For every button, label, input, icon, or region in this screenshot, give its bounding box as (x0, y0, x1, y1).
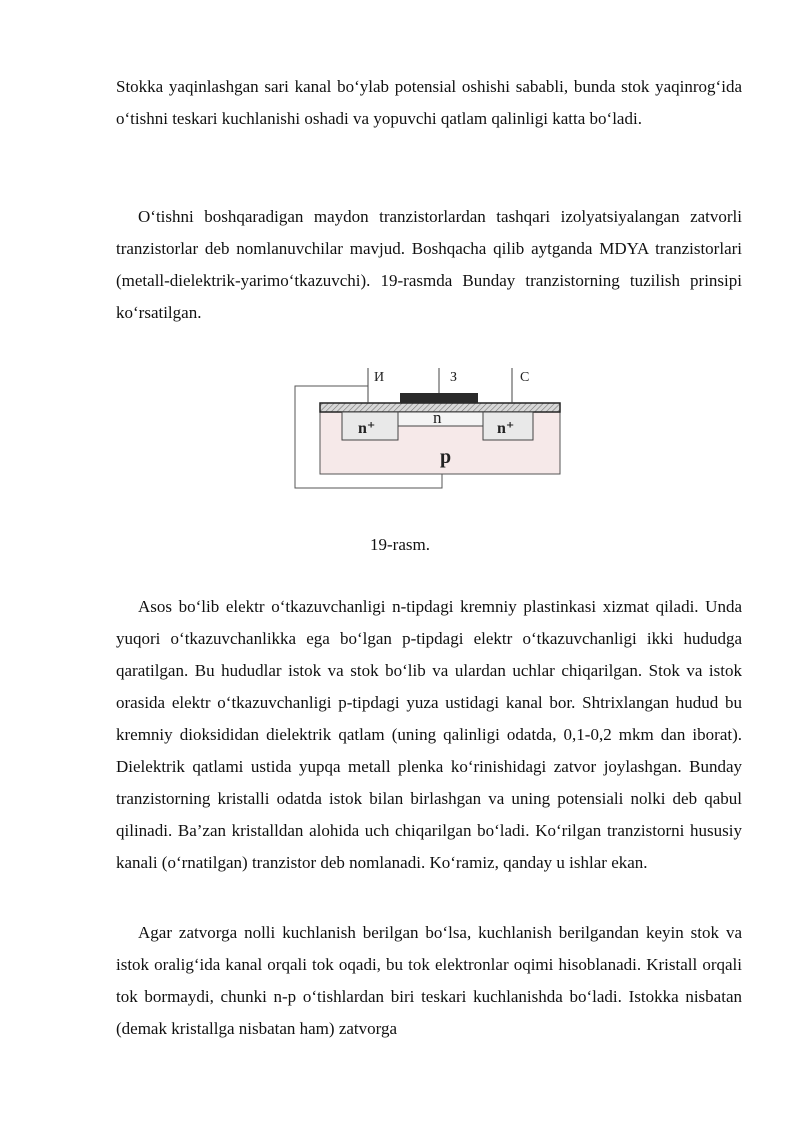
paragraph-4: Agar zatvorga nolli kuchlanish berilgan bo‘lsa, kuchlanish berilgandan keyin stok va istok oralig‘ida kanal orqali tok oqadi, bu tok elektronlar oqimi hisoblanadi. Kristall orqali tok bormaydi, chunki n-p o‘tishlardan biri teskari kuchlanishda bo‘ladi. Istokka nisbatan (demak kristallga nisbatan ham) zatvorga (116, 923, 742, 1038)
paragraph-1: Stokka yaqinlashgan sari kanal bo‘ylab potensial oshishi sababli, bunda stok yaqinrog‘ida o‘tishni teskari kuchlanishi oshadi va yopuvchi qatlam qalinligi katta bo‘ladi. (116, 77, 742, 128)
paragraph-3: Asos bo‘lib elektr o‘tkazuvchanligi n-tipdagi kremniy plastinkasi xizmat qiladi. Unda yuqori o‘tkazuvchanlikka ega bo‘lgan p-tipdagi elektr o‘tkazuvchanligi ikki hududga qaratilgan. Bu hududlar istok va stok bo‘lib va ulardan uchlar chiqarilgan. Stok va istok orasida elektr o‘tkazuvchanligi p-tipdagi yuza ustidagi kanal bor. Shtrixlangan hudud bu kremniy dioksididan dielektrik qatlam (uning qalinligi odatda, 0,1-0,2 mkm dan iborat). Dielektrik qatlami ustida yupqa metall plenka ko‘rinishidagi zatvor joylashgan. Bunday tranzistorning kristalli odatda istok bilan birlashgan va uning potensiali nolki deb qabul qilinadi. Ba’zan kristalldan alohida uch chiqarilgan bo‘ladi. Ko‘rilgan tranzistorni hususiy kanali (o‘rnatilgan) tranzistor deb nomlanadi. Ko‘ramiz, qanday u ishlar ekan. (116, 597, 742, 872)
mosfet-structure-diagram (290, 362, 565, 492)
label-drain-terminal: С (520, 370, 530, 385)
gate-metal (400, 393, 478, 403)
label-channel-n: n (433, 408, 442, 427)
paragraph-2: O‘tishni boshqaradigan maydon tranzistorlardan tashqari izolyatsiyalangan zatvorli tranzistorlar deb nomlanuvchilar mavjud. Boshqacha qilib aytganda MDYA tranzistorlari (metall-dielektrik-yarimo‘tkazuvchi). 19-rasmda Bunday tranzistorning tuzilish prinsipi ko‘rsatilgan. (116, 207, 742, 322)
label-gate-terminal: З (450, 370, 458, 385)
label-n-plus-right: n⁺ (497, 420, 515, 437)
label-substrate-p: p (440, 446, 452, 468)
figure-caption: 19-rasm. (370, 535, 430, 554)
label-n-plus-left: n⁺ (358, 420, 376, 437)
label-source-terminal: И (374, 370, 385, 385)
